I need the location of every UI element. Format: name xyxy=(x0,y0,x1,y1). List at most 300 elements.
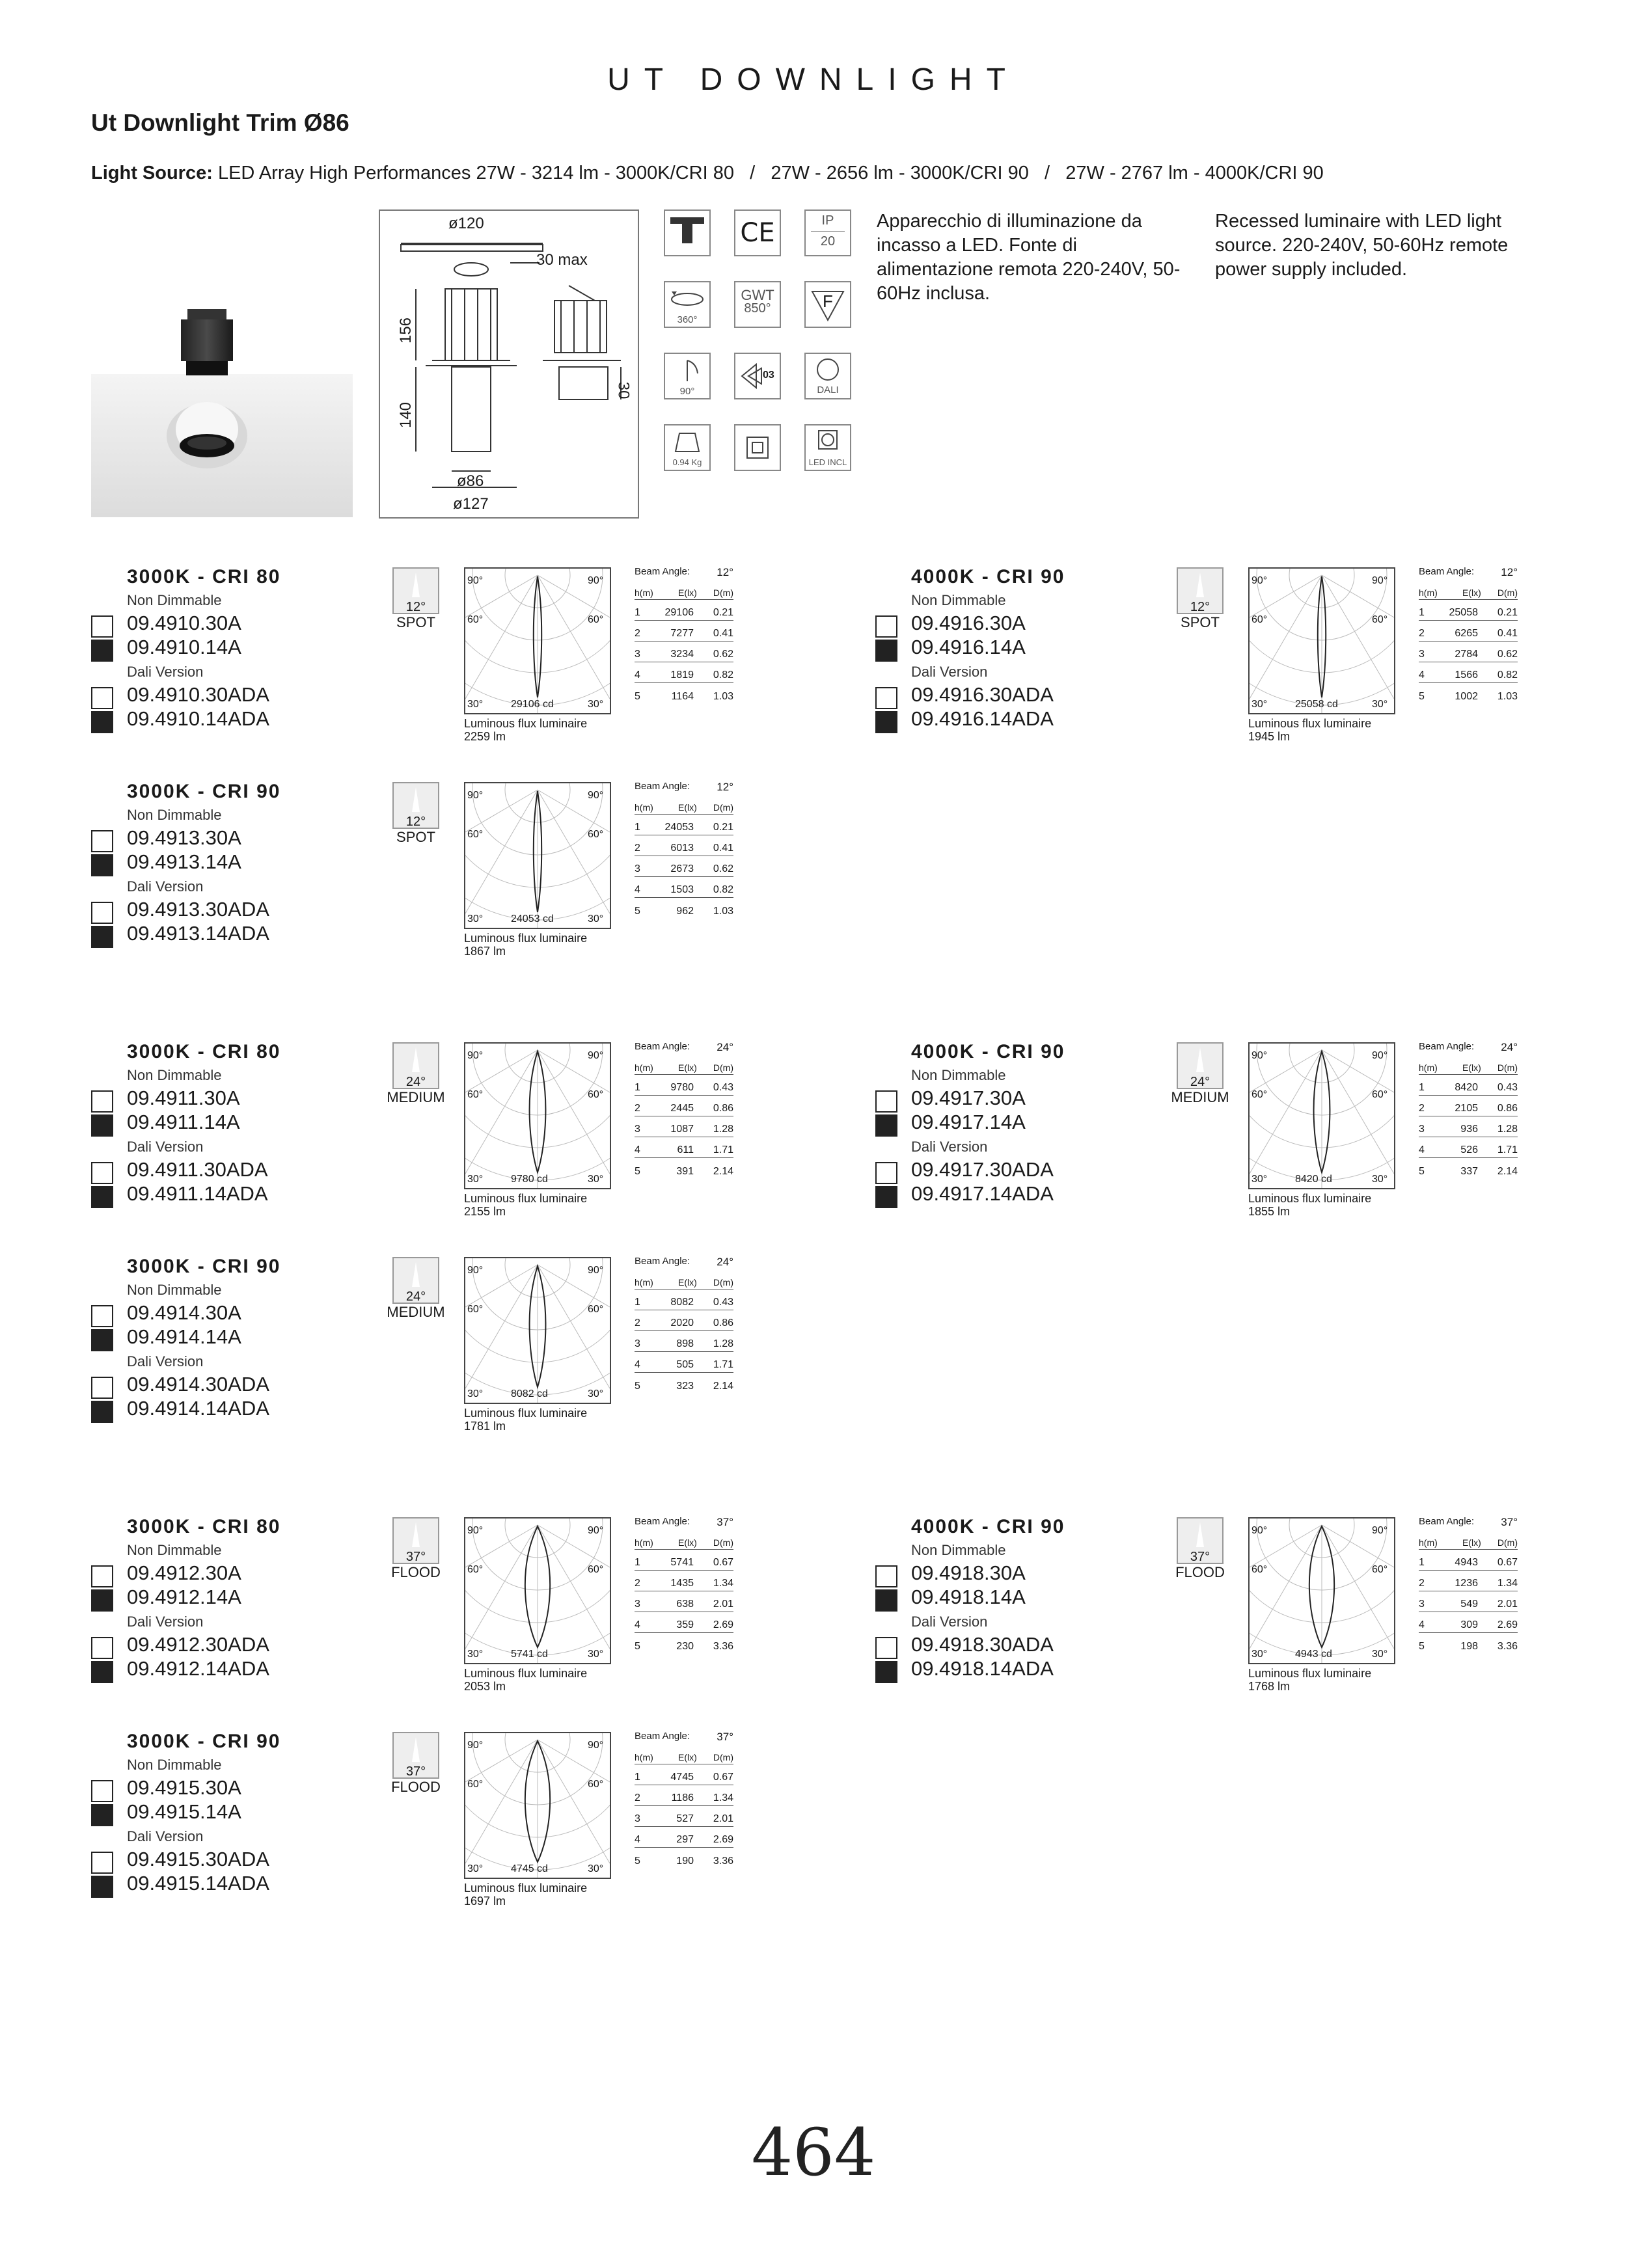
table-row xyxy=(1419,1075,1518,1096)
luminous-flux-label: Luminous flux luminaire xyxy=(464,932,588,945)
product-code-dali: 09.4911.14ADA xyxy=(127,1182,268,1205)
angle-30-left: 30° xyxy=(467,1649,484,1660)
light-source-text: LED Array High Performances 27W - 3214 lm - 3000K/CRI 80 / 27W - 2656 lm - 3000K/CRI 90 / 27W - 2767 lm - 4000K/CRI 90 xyxy=(217,163,1324,183)
product-code-dali: 09.4910.30ADA xyxy=(127,683,269,706)
cri-heading: 3000K - CRI 80 xyxy=(127,1041,281,1062)
luminous-flux-label: Luminous flux luminaire xyxy=(464,1407,588,1420)
beam-angle-label: Beam Angle: xyxy=(1419,1041,1475,1052)
product-block xyxy=(0,774,781,989)
col-d: D(m) xyxy=(713,1062,733,1073)
product-code: 09.4918.30A xyxy=(911,1561,1026,1584)
table-cell: 5 xyxy=(635,691,640,702)
table-cell: 4 xyxy=(635,1834,640,1845)
product-code-dali: 09.4913.14ADA xyxy=(127,922,269,945)
angle-90-left: 90° xyxy=(1251,1525,1268,1536)
tilt-90-icon xyxy=(664,353,711,399)
table-cell: 4 xyxy=(635,1619,640,1630)
table-cell: 9780 xyxy=(670,1082,694,1093)
illuminance-table xyxy=(635,1041,733,1179)
angle-60-left: 60° xyxy=(467,614,484,625)
table-cell: 2 xyxy=(635,1792,640,1803)
table-cell: 1 xyxy=(635,1082,640,1093)
table-cell: 3 xyxy=(635,1124,640,1135)
product-code: 09.4917.14A xyxy=(911,1111,1026,1133)
angle-30-right: 30° xyxy=(1372,1174,1388,1185)
beam-angle-label: Beam Angle: xyxy=(635,781,690,792)
beam-type-label: FLOOD xyxy=(391,1564,441,1580)
tilt-label: 90° xyxy=(679,386,695,397)
table-cell: 1 xyxy=(1419,1557,1425,1568)
illuminance-table xyxy=(635,1256,733,1394)
table-cell: 0.21 xyxy=(713,822,733,833)
beam-angle-value: 37° xyxy=(1190,1550,1210,1564)
table-cell: 1186 xyxy=(671,1792,694,1803)
luminous-flux-label: Luminous flux luminaire xyxy=(464,717,588,730)
table-cell: 0.62 xyxy=(713,649,733,660)
light-source-line xyxy=(91,163,1324,184)
angle-90-right: 90° xyxy=(588,1050,604,1061)
product-code: 09.4917.30A xyxy=(911,1087,1026,1109)
beam-angle-number: 37° xyxy=(717,1516,733,1528)
cri-heading: 4000K - CRI 90 xyxy=(911,1516,1065,1537)
product-code-dali: 09.4915.30ADA xyxy=(127,1848,269,1870)
beam-angle-number: 12° xyxy=(717,781,733,793)
col-e: E(lx) xyxy=(678,587,697,598)
beam-angle-label: Beam Angle: xyxy=(635,1731,690,1742)
product-code-dali: 09.4912.14ADA xyxy=(127,1657,269,1680)
table-cell: 4 xyxy=(635,884,640,895)
col-d: D(m) xyxy=(713,802,733,813)
angle-60-left: 60° xyxy=(467,1304,484,1315)
product-code: 09.4914.14A xyxy=(127,1325,241,1348)
beam-angle-row xyxy=(1419,566,1518,579)
angle-30-right: 30° xyxy=(588,1863,604,1874)
table-row xyxy=(1419,641,1518,662)
table-cell: 0.21 xyxy=(713,607,733,618)
angle-90-left: 90° xyxy=(467,790,484,801)
beam-shape xyxy=(464,1517,611,1667)
angle-90-left: 90° xyxy=(467,1525,484,1536)
beam-angle-number: 24° xyxy=(717,1256,733,1268)
beam-shape xyxy=(1248,1517,1395,1667)
col-d: D(m) xyxy=(1497,587,1518,598)
table-cell: 527 xyxy=(676,1813,694,1824)
table-row xyxy=(635,1848,733,1869)
table-header xyxy=(635,579,733,600)
swatch-black xyxy=(91,1804,113,1826)
product-block xyxy=(0,1034,781,1249)
angle-90-right: 90° xyxy=(1372,575,1388,586)
non-dimmable-label: Non Dimmable xyxy=(127,1757,222,1773)
table-cell: 3234 xyxy=(670,649,694,660)
angle-30-right: 30° xyxy=(1372,1649,1388,1660)
angle-30-right: 30° xyxy=(588,1388,604,1399)
candela-value: 4745 cd xyxy=(511,1863,548,1874)
table-cell: 3 xyxy=(635,1599,640,1610)
col-d: D(m) xyxy=(713,1752,733,1762)
angle-60-left: 60° xyxy=(467,829,484,840)
product-code: 09.4918.14A xyxy=(911,1586,1026,1608)
table-cell: 1 xyxy=(635,607,640,618)
table-cell: 2 xyxy=(635,628,640,639)
angle-60-right: 60° xyxy=(588,1779,604,1790)
dim-30max: 30 max xyxy=(536,251,588,269)
table-row xyxy=(635,1352,733,1373)
table-row xyxy=(1419,1571,1518,1591)
beam-angle-label: Beam Angle: xyxy=(635,1041,690,1052)
beam-type-label: SPOT xyxy=(1181,614,1220,630)
table-cell: 337 xyxy=(1460,1166,1478,1177)
cri-heading: 3000K - CRI 90 xyxy=(127,1731,281,1752)
angle-30-right: 30° xyxy=(588,913,604,925)
table-cell: 0.21 xyxy=(1497,607,1518,618)
product-block xyxy=(0,1724,781,1939)
col-h: h(m) xyxy=(635,1537,653,1548)
table-cell: 3.36 xyxy=(713,1856,733,1867)
angle-60-left: 60° xyxy=(1251,614,1268,625)
product-code: 09.4912.30A xyxy=(127,1561,241,1584)
table-row xyxy=(635,641,733,662)
swatch-black xyxy=(91,1186,113,1208)
product-block xyxy=(784,560,1565,774)
ip-value: 20 xyxy=(820,234,836,249)
table-cell: 1002 xyxy=(1455,691,1478,702)
angle-60-left: 60° xyxy=(467,1779,484,1790)
page-title: UT DOWNLIGHT xyxy=(607,62,1020,97)
angle-90-right: 90° xyxy=(1372,1050,1388,1061)
table-cell: 3.36 xyxy=(1497,1641,1518,1652)
table-cell: 3 xyxy=(1419,1124,1425,1135)
weight-label: 0.94 Kg xyxy=(672,457,702,467)
table-cell: 4 xyxy=(635,1144,640,1155)
dali-version-label: Dali Version xyxy=(911,664,988,680)
rotation-label: 360° xyxy=(677,314,698,325)
table-row xyxy=(635,1373,733,1394)
table-cell: 1.34 xyxy=(1497,1578,1518,1589)
swatch-white xyxy=(91,615,113,638)
non-dimmable-label: Non Dimmable xyxy=(911,1067,1006,1083)
table-cell: 5 xyxy=(1419,1641,1425,1652)
table-row xyxy=(635,1550,733,1571)
table-cell: 3 xyxy=(635,1813,640,1824)
swatch-black xyxy=(875,1661,897,1683)
table-cell: 1435 xyxy=(670,1578,694,1589)
table-cell: 2673 xyxy=(670,863,694,874)
swatch-white xyxy=(91,1565,113,1587)
angle-60-right: 60° xyxy=(588,1304,604,1315)
gwt-value: 850° xyxy=(744,301,771,316)
swatch-black xyxy=(91,1114,113,1137)
luminous-flux-value: 1945 lm xyxy=(1248,730,1291,743)
col-e: E(lx) xyxy=(678,1752,697,1762)
recessed-icon xyxy=(664,209,711,256)
luminous-flux-value: 1697 lm xyxy=(464,1895,506,1908)
table-row xyxy=(635,1158,733,1179)
table-cell: 2445 xyxy=(670,1103,694,1114)
angle-90-right: 90° xyxy=(588,575,604,586)
swatch-black xyxy=(91,1589,113,1612)
product-code: 09.4916.14A xyxy=(911,636,1026,658)
product-code-dali: 09.4916.30ADA xyxy=(911,683,1054,706)
angle-60-left: 60° xyxy=(467,1089,484,1100)
class-label: 03 xyxy=(763,370,774,381)
table-cell: 1 xyxy=(635,1557,640,1568)
table-cell: 4 xyxy=(1419,1144,1425,1155)
angle-90-left: 90° xyxy=(467,1265,484,1276)
table-cell: 3.36 xyxy=(713,1641,733,1652)
product-block xyxy=(0,560,781,774)
swatch-white xyxy=(91,902,113,924)
col-e: E(lx) xyxy=(678,1537,697,1548)
table-cell: 1 xyxy=(1419,607,1425,618)
beam-type-label: SPOT xyxy=(396,614,435,630)
product-code: 09.4914.30A xyxy=(127,1301,241,1324)
dali-version-label: Dali Version xyxy=(127,1139,204,1155)
description-italian: Apparecchio di illuminazione da incasso a LED. Fonte di alimentazione remota 220-240V, 50-60Hz inclusa. xyxy=(877,211,1181,304)
table-cell: 2.01 xyxy=(1497,1599,1518,1610)
energy-class-icon xyxy=(734,353,781,399)
table-cell: 6013 xyxy=(670,843,694,854)
table-cell: 6265 xyxy=(1455,628,1478,639)
ip-label: IP xyxy=(821,213,834,228)
non-dimmable-label: Non Dimmable xyxy=(127,1282,222,1298)
angle-60-left: 60° xyxy=(467,1564,484,1575)
table-row xyxy=(635,1785,733,1806)
table-row xyxy=(1419,1137,1518,1158)
table-cell: 2 xyxy=(635,843,640,854)
luminous-flux-label: Luminous flux luminaire xyxy=(1248,1192,1372,1205)
col-h: h(m) xyxy=(1419,1062,1438,1073)
table-row xyxy=(635,1116,733,1137)
illuminance-table xyxy=(635,781,733,919)
angle-30-left: 30° xyxy=(1251,1649,1268,1660)
table-cell: 2.14 xyxy=(713,1381,733,1392)
swatch-white xyxy=(875,687,897,709)
beam-angle-row xyxy=(635,1731,733,1744)
candela-value: 24053 cd xyxy=(511,913,554,925)
beam-angle-number: 24° xyxy=(717,1041,733,1053)
table-cell: 4 xyxy=(635,1359,640,1370)
table-cell: 8082 xyxy=(670,1297,694,1308)
table-cell: 3 xyxy=(1419,1599,1425,1610)
table-cell: 2 xyxy=(1419,1103,1425,1114)
table-cell: 2 xyxy=(635,1103,640,1114)
angle-60-right: 60° xyxy=(588,1564,604,1575)
table-row xyxy=(1419,1096,1518,1116)
f-mark-icon xyxy=(804,281,851,328)
table-cell: 4 xyxy=(1419,669,1425,681)
angle-60-right: 60° xyxy=(588,1089,604,1100)
swatch-black xyxy=(875,1114,897,1137)
table-cell: 198 xyxy=(1460,1641,1478,1652)
swatch-white xyxy=(91,1637,113,1659)
table-row xyxy=(635,1571,733,1591)
illuminance-table xyxy=(635,1731,733,1869)
table-cell: 2.14 xyxy=(713,1166,733,1177)
dali-version-label: Dali Version xyxy=(127,1613,204,1630)
table-row xyxy=(1419,600,1518,621)
swatch-black xyxy=(91,640,113,662)
table-cell: 2.69 xyxy=(713,1619,733,1630)
cri-heading: 3000K - CRI 80 xyxy=(127,1516,281,1537)
angle-30-left: 30° xyxy=(467,1174,484,1185)
table-cell: 29106 xyxy=(664,607,694,618)
swatch-white xyxy=(91,830,113,852)
table-cell: 3 xyxy=(635,1338,640,1349)
table-cell: 1.28 xyxy=(713,1124,733,1135)
dali-version-label: Dali Version xyxy=(911,1139,988,1155)
table-cell: 0.67 xyxy=(713,1557,733,1568)
product-code-dali: 09.4915.14ADA xyxy=(127,1872,269,1895)
beam-angle-row xyxy=(635,1256,733,1269)
col-d: D(m) xyxy=(713,1277,733,1288)
angle-60-right: 60° xyxy=(588,829,604,840)
swatch-white xyxy=(875,615,897,638)
table-cell: 0.62 xyxy=(713,863,733,874)
table-cell: 2 xyxy=(635,1317,640,1329)
table-cell: 3 xyxy=(635,649,640,660)
beam-type-label: MEDIUM xyxy=(387,1304,445,1320)
table-cell: 24053 xyxy=(664,822,694,833)
table-cell: 391 xyxy=(676,1166,694,1177)
table-header xyxy=(1419,579,1518,600)
table-header xyxy=(635,1529,733,1550)
luminous-flux-value: 1781 lm xyxy=(464,1420,506,1433)
table-cell: 611 xyxy=(677,1144,694,1155)
table-header xyxy=(1419,1054,1518,1075)
product-block xyxy=(784,1034,1565,1249)
angle-90-left: 90° xyxy=(467,1050,484,1061)
table-row xyxy=(635,856,733,877)
table-row xyxy=(635,1591,733,1612)
table-cell: 1 xyxy=(635,1772,640,1783)
angle-60-right: 60° xyxy=(1372,1089,1388,1100)
led-incl-label: LED INCL xyxy=(808,457,847,467)
beam-type-label: FLOOD xyxy=(391,1779,441,1795)
led-included-icon xyxy=(804,424,851,471)
table-row xyxy=(635,1806,733,1827)
table-cell: 309 xyxy=(1460,1619,1478,1630)
table-row xyxy=(635,877,733,898)
product-block xyxy=(784,1509,1565,1724)
beam-angle-number: 12° xyxy=(717,566,733,578)
swatch-white xyxy=(91,1162,113,1184)
angle-30-right: 30° xyxy=(588,699,604,710)
table-cell: 5 xyxy=(635,1856,640,1867)
swatch-black xyxy=(875,1589,897,1612)
luminous-flux-value: 1855 lm xyxy=(1248,1205,1291,1218)
table-cell: 1087 xyxy=(670,1124,694,1135)
beam-angle-row xyxy=(635,1041,733,1054)
rotation-360-icon xyxy=(664,281,711,328)
angle-90-right: 90° xyxy=(588,1265,604,1276)
beam-angle-number: 37° xyxy=(1501,1516,1518,1528)
table-row xyxy=(1419,1633,1518,1654)
table-cell: 0.82 xyxy=(713,669,733,681)
table-cell: 2.14 xyxy=(1497,1166,1518,1177)
table-cell: 1.71 xyxy=(713,1144,733,1155)
col-d: D(m) xyxy=(1497,1537,1518,1548)
luminous-flux-label: Luminous flux luminaire xyxy=(464,1882,588,1895)
angle-30-left: 30° xyxy=(467,1388,484,1399)
beam-shape xyxy=(464,1042,611,1193)
table-cell: 1.03 xyxy=(713,906,733,917)
product-code-dali: 09.4912.30ADA xyxy=(127,1633,269,1656)
product-code-dali: 09.4914.30ADA xyxy=(127,1373,269,1396)
table-cell: 230 xyxy=(676,1641,694,1652)
illuminance-table xyxy=(1419,1516,1518,1654)
table-row xyxy=(635,1633,733,1654)
col-e: E(lx) xyxy=(678,802,697,813)
table-cell: 2.01 xyxy=(713,1599,733,1610)
col-e: E(lx) xyxy=(1462,1537,1481,1548)
table-cell: 3 xyxy=(1419,649,1425,660)
table-cell: 1.71 xyxy=(1497,1144,1518,1155)
product-code-dali: 09.4918.30ADA xyxy=(911,1633,1054,1656)
angle-90-right: 90° xyxy=(588,1740,604,1751)
beam-angle-row xyxy=(635,1516,733,1529)
table-cell: 0.41 xyxy=(1497,628,1518,639)
dim-d127: ø127 xyxy=(453,495,489,513)
table-cell: 549 xyxy=(1460,1599,1478,1610)
table-cell: 0.82 xyxy=(1497,669,1518,681)
product-code: 09.4916.30A xyxy=(911,612,1026,634)
angle-90-right: 90° xyxy=(588,1525,604,1536)
beam-type-label: MEDIUM xyxy=(387,1089,445,1105)
luminous-flux-label: Luminous flux luminaire xyxy=(464,1667,588,1680)
beam-angle-label: Beam Angle: xyxy=(1419,566,1475,577)
table-cell: 5 xyxy=(635,906,640,917)
beam-angle-row xyxy=(1419,1516,1518,1529)
col-d: D(m) xyxy=(713,587,733,598)
beam-angle-value: 37° xyxy=(405,1550,426,1564)
swatch-white xyxy=(91,1090,113,1113)
beam-angle-label: Beam Angle: xyxy=(1419,1516,1475,1527)
table-cell: 2.69 xyxy=(1497,1619,1518,1630)
table-cell: 8420 xyxy=(1455,1082,1478,1093)
table-row xyxy=(635,1310,733,1331)
table-cell: 4745 xyxy=(670,1772,694,1783)
page-number: 464 xyxy=(751,2114,876,2191)
swatch-white xyxy=(91,1852,113,1874)
table-header xyxy=(1419,1529,1518,1550)
table-cell: 2105 xyxy=(1455,1103,1478,1114)
table-cell: 2 xyxy=(1419,628,1425,639)
table-row xyxy=(635,815,733,835)
table-cell: 1.03 xyxy=(713,691,733,702)
table-cell: 0.41 xyxy=(713,628,733,639)
illuminance-table xyxy=(635,1516,733,1654)
cri-heading: 3000K - CRI 80 xyxy=(127,566,281,587)
non-dimmable-label: Non Dimmable xyxy=(127,1067,222,1083)
beam-angle-row xyxy=(635,566,733,579)
table-cell: 2 xyxy=(635,1578,640,1589)
cri-heading: 4000K - CRI 90 xyxy=(911,566,1065,587)
table-cell: 936 xyxy=(1460,1124,1478,1135)
swatch-black xyxy=(91,854,113,876)
table-cell: 0.67 xyxy=(713,1772,733,1783)
table-cell: 1503 xyxy=(670,884,694,895)
product-code: 09.4910.14A xyxy=(127,636,241,658)
angle-60-left: 60° xyxy=(1251,1089,1268,1100)
gwt-label: GWT xyxy=(741,287,774,303)
table-cell: 962 xyxy=(676,906,694,917)
angle-60-right: 60° xyxy=(1372,1564,1388,1575)
table-cell: 4 xyxy=(1419,1619,1425,1630)
beam-type-label: SPOT xyxy=(396,829,435,845)
swatch-white xyxy=(91,687,113,709)
swatch-white xyxy=(91,1780,113,1802)
